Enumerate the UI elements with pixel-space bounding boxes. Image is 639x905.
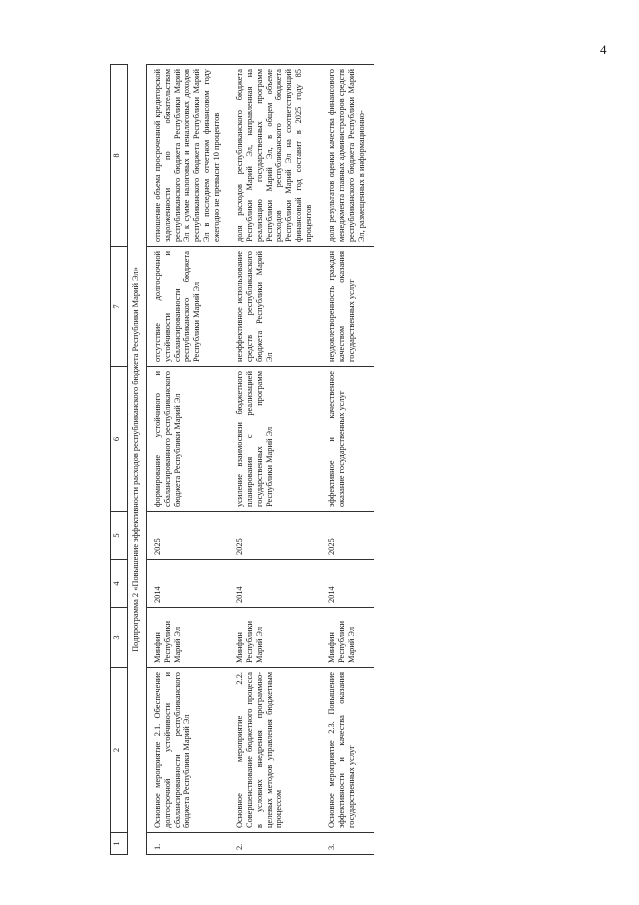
table-row xyxy=(229,65,321,855)
page-number: 4 xyxy=(600,42,607,57)
consequences-cell: неудовлетворенность граждан качеством оказания государственных услуг xyxy=(321,247,374,367)
start-year-cell: 2014 xyxy=(147,560,230,608)
result-cell: формирование устойчивого и сбалансированного республиканского бюджета Республики Марий Эл xyxy=(147,367,230,512)
end-year-cell: 2025 xyxy=(147,512,230,560)
end-year-cell: 2025 xyxy=(321,512,374,560)
row-number: 3. xyxy=(321,833,374,855)
consequences-cell: отсутствие долгосрочной устойчивости и сбалансированности республиканского бюджета Республики Марий Эл xyxy=(147,247,230,367)
column-header: 5 xyxy=(111,512,128,560)
rotated-table-sheet xyxy=(110,65,520,855)
indicator-cell: доля результатов оценки качества финансового менеджмента главных администраторов средств республиканского бюджета Республики Марий Эл, размещенных в информационно- xyxy=(321,65,374,247)
column-header: 4 xyxy=(111,560,128,608)
column-header: 1 xyxy=(111,833,128,855)
subprogram-row xyxy=(128,65,147,855)
result-cell: усиление взаимосвязи бюджетного планирования с реализацией государственных программ Республики Марий Эл xyxy=(229,367,321,512)
executor-cell: Минфин Республики Марий Эл xyxy=(321,608,374,668)
table-row xyxy=(321,65,374,855)
column-header: 8 xyxy=(111,65,128,247)
events-table xyxy=(110,64,374,855)
end-year-cell: 2025 xyxy=(229,512,321,560)
event-cell: Основное мероприятие 2.3. Повышение эффективности и качества оказания государственных услуг xyxy=(321,668,374,833)
start-year-cell: 2014 xyxy=(229,560,321,608)
executor-cell: Минфин Республики Марий Эл xyxy=(147,608,230,668)
column-header: 6 xyxy=(111,367,128,512)
event-cell: Основное мероприятие 2.1. Обеспечение долгосрочной устойчивости и сбалансированности республиканского бюджета Республики Марий Эл xyxy=(147,668,230,833)
row-number: 1. xyxy=(147,833,230,855)
event-cell: Основное мероприятие 2.2. Совершенствование бюджетного процесса в условиях внедрения программно-целевых методов управления бюджетным процессом xyxy=(229,668,321,833)
start-year-cell: 2014 xyxy=(321,560,374,608)
table-row xyxy=(147,65,230,855)
column-header: 2 xyxy=(111,668,128,833)
result-cell: эффективное и качественное оказание государственных услуг xyxy=(321,367,374,512)
column-header: 7 xyxy=(111,247,128,367)
consequences-cell: неэффективное использование средств республиканского бюджета Республики Марий Эл xyxy=(229,247,321,367)
indicator-cell: доля расходов республиканского бюджета Республики Марий Эл, направленная на реализацию государственных программ Республики Марий Эл, в общем объеме расходов республиканского бюджета Республики Марий Эл на соответствующий финансовый год составит в 2025 году 85 процентов xyxy=(229,65,321,247)
executor-cell: Минфин Республики Марий Эл xyxy=(229,608,321,668)
column-header: 3 xyxy=(111,608,128,668)
column-number-row xyxy=(111,65,128,855)
indicator-cell: отношение объема просроченной кредиторской задолженности по обязательствам республиканского бюджета Республики Марий Эл к сумме налоговых и неналоговых доходов республиканского бюджета Республики Марий Эл в последнем отчетном финансовом году ежегодно не превысит 10 процентов xyxy=(147,65,230,247)
row-number: 2. xyxy=(229,833,321,855)
subprogram-title: Подпрограмма 2 «Повышение эффективности расходов республиканского бюджета Республики Марий Эл» xyxy=(128,65,147,855)
